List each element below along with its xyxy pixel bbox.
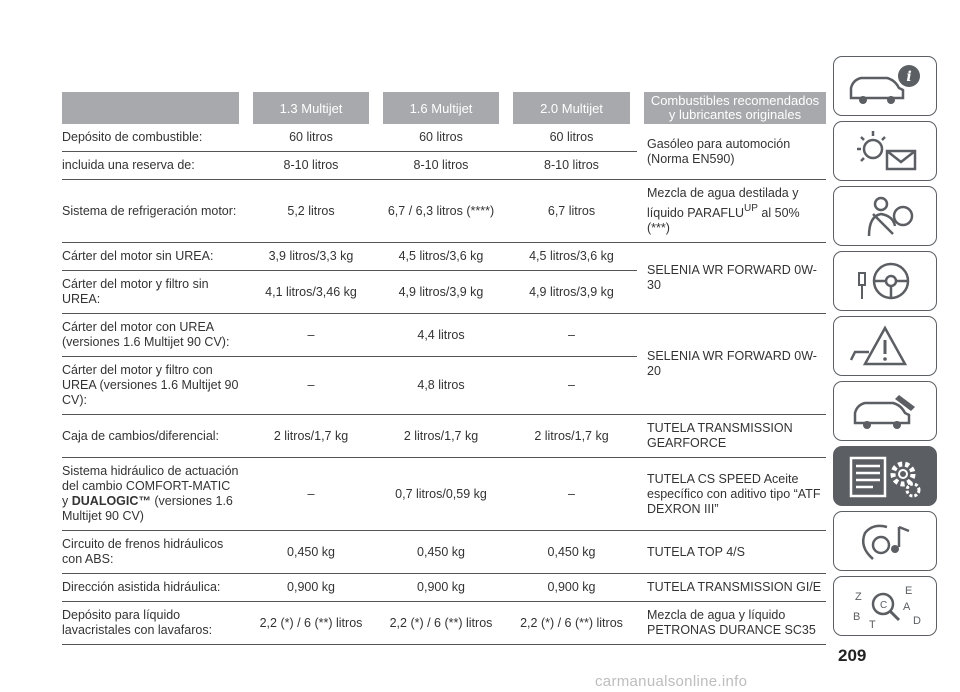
cell-1-6: 0,450 kg xyxy=(376,531,506,574)
row-label: Circuito de frenos hidráulicos con ABS: xyxy=(62,531,246,574)
fluids-capacity-table xyxy=(62,92,826,645)
car-maintenance-icon xyxy=(843,387,927,435)
cell-1-3: 2,2 (*) / 6 (**) litros xyxy=(246,602,376,645)
cell-2-0: – xyxy=(506,357,637,415)
safety-airbag-icon xyxy=(843,192,927,240)
svg-text:T: T xyxy=(869,619,876,630)
table-row xyxy=(62,602,826,645)
row-label: Dirección asistida hidráulica: xyxy=(62,574,246,602)
table-row xyxy=(62,124,826,152)
tab-safety[interactable] xyxy=(833,186,937,246)
index-icon xyxy=(843,582,927,630)
cell-1-3: – xyxy=(246,314,376,357)
header-1-6-multijet: 1.6 Multijet xyxy=(376,92,506,124)
cell-1-3: 5,2 litros xyxy=(246,180,376,243)
chapter-tabs xyxy=(833,56,939,641)
cell-1-3: 3,9 litros/3,3 kg xyxy=(246,243,376,271)
row-label: Cárter del motor y filtro sin UREA: xyxy=(62,271,246,314)
cell-1-6: 4,8 litros xyxy=(376,357,506,415)
table-row xyxy=(62,574,826,602)
cell-1-6: 8-10 litros xyxy=(376,152,506,180)
cell-1-6: 0,7 litros/0,59 kg xyxy=(376,458,506,531)
cell-1-6: 0,900 kg xyxy=(376,574,506,602)
cell-2-0: 8-10 litros xyxy=(506,152,637,180)
header-2-0-multijet: 2.0 Multijet xyxy=(506,92,637,124)
cell-fluid: Mezcla de agua y líquido PETRONAS DURANCE SC35 xyxy=(637,602,826,645)
cell-fluid: TUTELA TOP 4/S xyxy=(637,531,826,574)
table-header-row xyxy=(62,92,826,124)
table-row xyxy=(62,415,826,458)
table-row xyxy=(62,243,826,271)
cell-1-3: 8-10 litros xyxy=(246,152,376,180)
table-row xyxy=(62,531,826,574)
cell-2-0: 2,2 (*) / 6 (**) litros xyxy=(506,602,637,645)
cell-fluid: SELENIA WR FORWARD 0W-20 xyxy=(637,314,826,415)
specs-document xyxy=(62,92,826,645)
steering-wheel-key-icon xyxy=(843,257,927,305)
row-label: Depósito para líquido lavacristales con lavafaros: xyxy=(62,602,246,645)
cell-1-3: – xyxy=(246,458,376,531)
header-blank xyxy=(62,92,246,124)
header-recommended-fluids: Combustibles recomendados y lubricantes originales xyxy=(637,92,826,124)
svg-text:D: D xyxy=(913,615,921,627)
cell-fluid: TUTELA CS SPEED Aceite específico con aditivo tipo “ATF DEXRON III” xyxy=(637,458,826,531)
cell-fluid: SELENIA WR FORWARD 0W-30 xyxy=(637,243,826,314)
cell-1-6: 4,9 litros/3,9 kg xyxy=(376,271,506,314)
row-label: incluida una reserva de: xyxy=(62,152,246,180)
tab-emergency[interactable] xyxy=(833,316,937,376)
cell-1-6: 2 litros/1,7 kg xyxy=(376,415,506,458)
cell-2-0: – xyxy=(506,314,637,357)
technical-data-icon xyxy=(843,452,927,500)
page-number: 209 xyxy=(838,646,867,665)
cell-1-3: 60 litros xyxy=(246,124,376,152)
cell-2-0: 60 litros xyxy=(506,124,637,152)
emergency-icon xyxy=(843,322,927,370)
cell-1-3: 0,450 kg xyxy=(246,531,376,574)
tab-car-info[interactable] xyxy=(833,56,937,116)
cell-1-3: 0,900 kg xyxy=(246,574,376,602)
cell-1-3: 2 litros/1,7 kg xyxy=(246,415,376,458)
row-label: Cárter del motor sin UREA: xyxy=(62,243,246,271)
tab-starting-driving[interactable] xyxy=(833,251,937,311)
cell-fluid: TUTELA TRANSMISSION GI/E xyxy=(637,574,826,602)
svg-text:i: i xyxy=(906,69,912,85)
cell-fluid: TUTELA TRANSMISSION GEARFORCE xyxy=(637,415,826,458)
svg-text:A: A xyxy=(903,601,911,613)
tab-multimedia[interactable] xyxy=(833,511,937,571)
cell-2-0: 2 litros/1,7 kg xyxy=(506,415,637,458)
cell-1-6: 2,2 (*) / 6 (**) litros xyxy=(376,602,506,645)
cell-2-0: 4,5 litros/3,6 kg xyxy=(506,243,637,271)
table-row xyxy=(62,458,826,531)
svg-text:C: C xyxy=(880,600,888,611)
cell-1-6: 6,7 / 6,3 litros (****) xyxy=(376,180,506,243)
cell-fluid: Mezcla de agua destilada y líquido $PARAFLU^{UP}$ al 50% (***) xyxy=(637,180,826,243)
tab-maintenance[interactable] xyxy=(833,381,937,441)
cell-2-0: 4,9 litros/3,9 kg xyxy=(506,271,637,314)
cell-1-6: 60 litros xyxy=(376,124,506,152)
multimedia-icon xyxy=(843,517,927,565)
cell-2-0: 6,7 litros xyxy=(506,180,637,243)
tab-warning-lights[interactable] xyxy=(833,121,937,181)
watermark: carmanualsonline.info xyxy=(595,673,748,690)
svg-text:B: B xyxy=(853,611,861,623)
cell-1-3: – xyxy=(246,357,376,415)
cell-2-0: 0,900 kg xyxy=(506,574,637,602)
row-label: Sistema de refrigeración motor: xyxy=(62,180,246,243)
cell-1-6: 4,4 litros xyxy=(376,314,506,357)
cell-fluid: Gasóleo para automoción (Norma EN590) xyxy=(637,124,826,180)
table-row xyxy=(62,314,826,357)
cell-2-0: 0,450 kg xyxy=(506,531,637,574)
cell-1-3: 4,1 litros/3,46 kg xyxy=(246,271,376,314)
paraflu-up-superscript: UP xyxy=(744,203,758,214)
header-1-3-multijet: 1.3 Multijet xyxy=(246,92,376,124)
row-label: Caja de cambios/diferencial: xyxy=(62,415,246,458)
row-label: Sistema hidráulico de actuación del cambio COMFORT-MATIC y DUALOGIC™ (versiones 1.6 Multijet 90 CV) xyxy=(62,458,246,531)
table-row xyxy=(62,180,826,243)
tab-technical-data[interactable] xyxy=(833,446,937,506)
svg-text:Z: Z xyxy=(855,591,862,603)
warning-lights-icon xyxy=(843,127,927,175)
row-label: Cárter del motor y filtro con UREA (versiones 1.6 Multijet 90 CV): xyxy=(62,357,246,415)
car-info-icon xyxy=(843,62,927,110)
row-label: Depósito de combustible: xyxy=(62,124,246,152)
svg-text:E: E xyxy=(905,585,913,597)
tab-index[interactable] xyxy=(833,576,937,636)
row-label: Cárter del motor con UREA (versiones 1.6 Multijet 90 CV): xyxy=(62,314,246,357)
cell-1-6: 4,5 litros/3,6 kg xyxy=(376,243,506,271)
dualogic-brand: DUALOGIC™ xyxy=(71,494,151,508)
cell-2-0: – xyxy=(506,458,637,531)
